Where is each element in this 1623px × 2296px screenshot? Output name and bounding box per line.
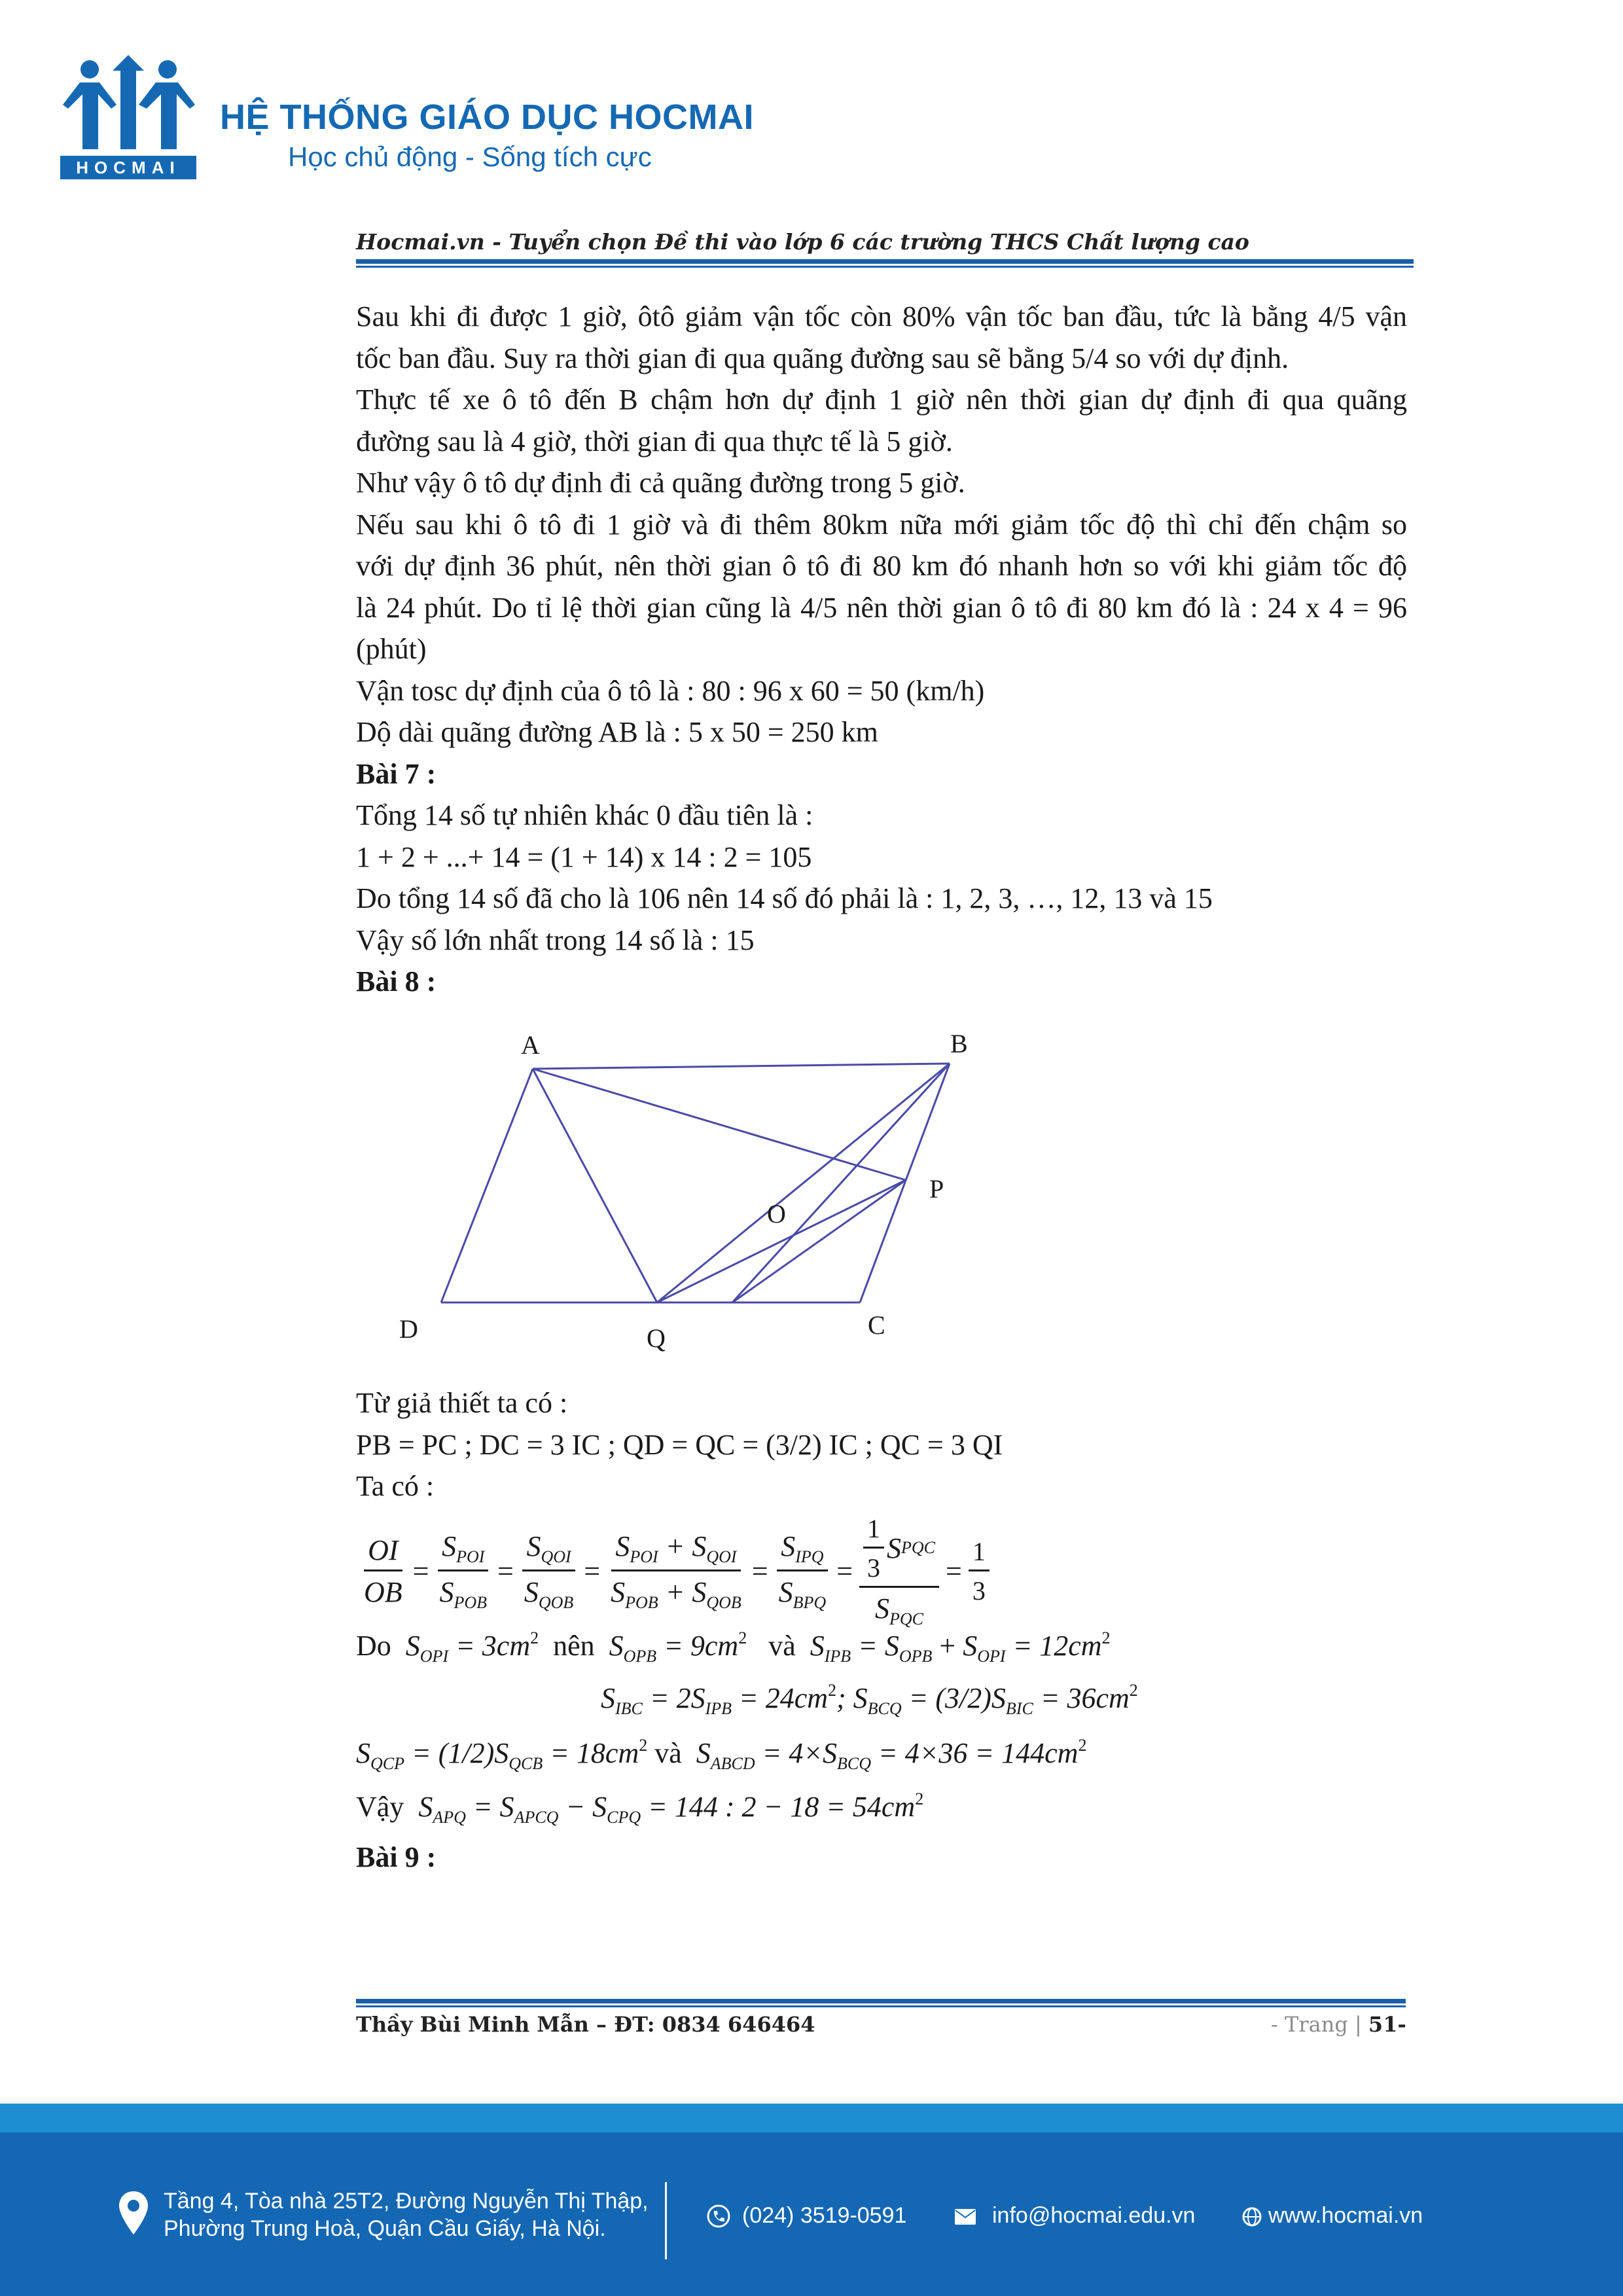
email-icon [954,2208,976,2225]
label-q: Q [647,1323,666,1353]
paragraph: Tổng 14 số tự nhiên khác 0 đầu tiên là : [356,799,813,831]
paragraph: đường sau là 4 giờ, thời gian đi qua thực tế là 5 giờ. [356,425,953,457]
address-line-1: Tầng 4, Tòa nhà 25T2, Đường Nguyễn Thị Thập, [164,2189,649,2214]
segment-ap [533,1069,906,1180]
equation-line: Do $S_{OPI} = 3cm^2$ nên $S_{OPB} = 9cm^2$ và $S_{IPB} = S_{OPB} + S_{OPI} = 12cm^2$ [356,1628,1111,1666]
label-a: A [521,1030,540,1060]
label-c: C [868,1310,885,1340]
edge-da [441,1069,533,1302]
equation-line: $S_{QCP} = (1/2)S_{QCB} = 18cm^2$ và $S_{ABCD} = 4\times S_{BCQ} = 4\times 36 = 144cm^2$ [356,1736,1087,1773]
footer-rule-thin [356,2005,1406,2007]
website-link[interactable]: www.hocmai.vn [1268,2203,1423,2228]
paragraph: (phút) [356,633,427,665]
location-pin-icon [118,2190,149,2236]
document-header: Hocmai.vn - Tuyển chọn Đề thi vào lớp 6 các trường THCS Chất lượng cao [356,229,1249,255]
author-line: Thầy Bùi Minh Mẫn – ĐT: 0834 646464 [356,2012,815,2037]
paragraph: 1 + 2 + ...+ 14 = (1 + 14) x 14 : 2 = 105 [356,840,812,873]
fraction: $\frac{S_{QOI}}{S_{QOB}}$ [520,1530,577,1613]
equation-line: Vậy $S_{APQ} = S_{APCQ} - S_{CPQ} = 144$ : $2 - 18 = 54cm^2$ [356,1789,924,1827]
equation-line: $S_{IBC} = 2S_{IPB} = 24cm^2$; $S_{BCQ} = (3/2)S_{BIC} = 36cm^2$ [601,1681,1138,1718]
problem-heading: Bài 8 : [356,965,437,997]
paragraph: Thực tế xe ô tô đến B chậm hơn dự định 1 giờ nên thời gian dự định đi qua quãng [356,384,1407,416]
edge-ab [533,1064,950,1069]
paragraph: là 24 phút. Do tỉ lệ thời gian cũng là 4/5 nên thời gian ô tô đi 80 km đó là : 24 x 4 = 96 [356,591,1407,624]
brand-title: HỆ THỐNG GIÁO DỤC HOCMAI [220,98,754,137]
problem-heading: Bài 9 : [356,1841,437,1873]
solution-text [356,296,1407,1003]
phone-number[interactable]: (024) 3519-0591 [742,2203,907,2228]
segment-aq [533,1069,657,1302]
fraction: $\frac{S_{IPQ}}{S_{BPQ}}$ [775,1530,830,1613]
paragraph: Do tổng 14 số đã cho là 106 nên 14 số đó phải là : 1, 2, 3, …, 12, 13 và 15 [356,882,1213,914]
problem-heading: Bài 7 : [356,757,437,790]
paragraph: Nếu sau khi ô tô đi 1 giờ và đi thêm 80km nữa mới giảm tốc độ thì chỉ đến chậm so [356,508,1407,541]
ratio-equation: $\frac{OI}{OB}$ = $\frac{S_{POI}}{S_{POB}}$ = $\frac{S_{QOI}}{S_{QOB}}$ = $\frac{S_{POI} + S_{QOI}}{S_{POB} + S_{QOB}}$ = $\frac{S_{IPQ}}{S_{BPQ}}$ = $\frac{1}{3}$ S PQC $S_{PQC}$ = $\frac{1}{3}$ [356,1518,993,1623]
paragraph: tốc ban đầu. Suy ra thời gian đi qua quãng đường sau sẽ bằng 5/4 so với dự định. [356,342,1289,374]
label-d: D [399,1314,418,1344]
label-o: O [767,1199,786,1229]
contact-divider [665,2182,667,2259]
logo-text: HOCMAI [60,156,196,179]
paragraph: Vận tosc dự định của ô tô là : 80 : 96 x 60 = 50 (km/h) [356,674,985,707]
fraction: $\frac{1}{3}$ [969,1536,990,1606]
hocmai-logo [60,51,196,179]
header-rule [356,259,1414,264]
paragraph: Như vậy ô tô dự định đi cả quãng đường trong 5 giờ. [356,467,965,499]
footer-rule [356,1999,1406,2003]
paragraph: Ta có : [356,1470,435,1502]
parallelogram-diagram [356,1014,1010,1368]
globe-icon [1242,2207,1262,2227]
paragraph: Sau khi đi được 1 giờ, ôtô giảm vận tốc còn 80% vận tốc ban đầu, tức là bằng 4/5 vận [356,300,1407,332]
paragraph: với dự định 36 phút, nên thời gian ô tô đi 80 km đó nhanh hơn so với khi giảm tốc độ [356,550,1407,582]
paragraph: Từ giả thiết ta có : [356,1387,568,1419]
email-address[interactable]: info@hocmai.edu.vn [992,2203,1196,2228]
label-p: P [929,1174,944,1204]
paragraph: Vậy số lớn nhất trong 14 số là : 15 [356,924,755,956]
fraction: $\frac{1}{3}$ S PQC $S_{PQC}$ [859,1513,939,1629]
solution-text-2 [356,1382,1407,1507]
header-rule-thin [356,266,1414,268]
geometry-figure [356,1014,1010,1368]
segment-pi [732,1180,906,1302]
fraction: $\frac{OI}{OB}$ [364,1534,402,1608]
label-b: B [950,1029,968,1058]
brand-slogan: Học chủ động - Sống tích cực [288,141,652,172]
fraction: $\frac{S_{POI}}{S_{POB}}$ [435,1530,491,1613]
fraction: $\frac{S_{POI} + S_{QOI}}{S_{POB} + S_{QOB}}$ [611,1530,741,1612]
logo-figures-icon [60,51,196,156]
paragraph: Dộ dài quãng đường AB là : 5 x 50 = 250 km [356,716,878,748]
address-line-2: Phường Trung Hoà, Quận Cầu Giấy, Hà Nội. [164,2216,606,2241]
page-number: - Trang | 51- [1271,2012,1406,2037]
segment-bi [732,1064,950,1302]
phone-icon [707,2204,730,2228]
footer-band [0,2104,1623,2132]
paragraph: PB = PC ; DC = 3 IC ; QD = QC = (3/2) IC ; QC = 3 QI [356,1428,1003,1461]
